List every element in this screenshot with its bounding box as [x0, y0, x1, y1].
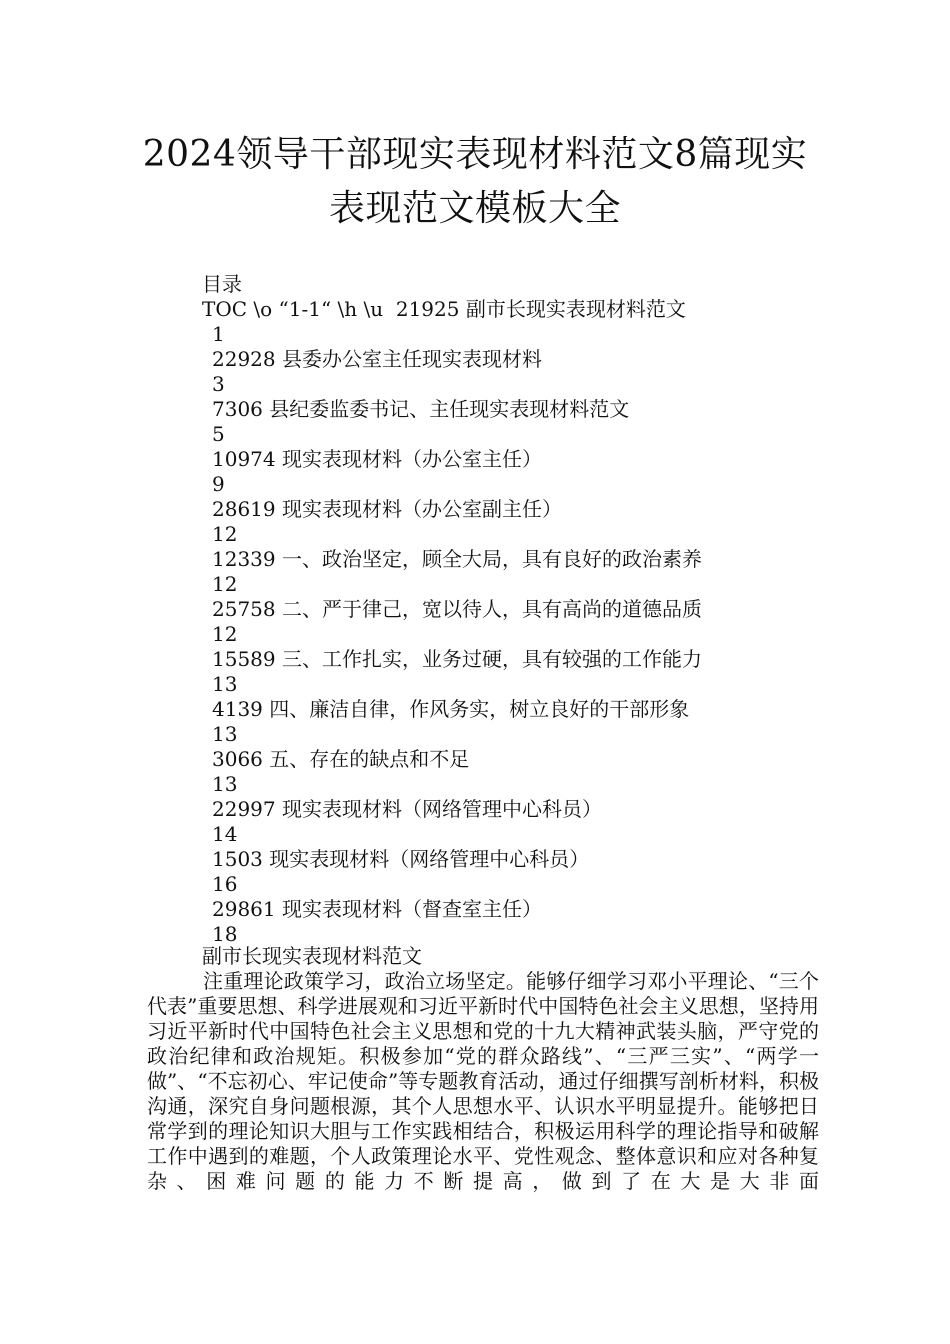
toc-entry[interactable] [212, 447, 702, 497]
toc-entry[interactable] [212, 497, 702, 547]
toc-entry-page: 9 [212, 472, 225, 496]
toc-entry-text: 1503 现实表现材料（网络管理中心科员） [212, 847, 590, 871]
toc-entry[interactable] [212, 322, 702, 347]
toc-entry-page: 18 [212, 922, 238, 946]
toc-entry[interactable] [212, 897, 702, 947]
toc-entry[interactable] [212, 347, 702, 397]
toc-entry-page: 12 [212, 572, 238, 596]
toc-entry[interactable] [212, 747, 702, 797]
toc-entry-page: 16 [212, 872, 238, 896]
toc-entry-page: 5 [212, 422, 225, 446]
toc-entry-page: 13 [212, 722, 238, 746]
toc-entry-text: 15589 三、工作扎实，业务过硬，具有较强的工作能力 [212, 647, 702, 671]
toc-entry[interactable] [212, 547, 702, 597]
toc-entry-text: 22928 县委办公室主任现实表现材料 [212, 347, 542, 371]
toc-entry-text: 7306 县纪委监委书记、主任现实表现材料范文 [212, 397, 630, 421]
toc-entry-text: 25758 二、严于律己，宽以待人，具有高尚的道德品质 [212, 597, 702, 621]
body-paragraph: 注重理论政策学习，政治立场坚定。能够仔细学习邓小平理论、“三个代表”重要思想、科学进展观和习近平新时代中国特色社会主义思想，坚持用习近平新时代中国特色社会主义思想和党的十九大精神武装头脑，严守党的政治纪律和政治规矩。积极参加“党的群众路线”、“三严三实”、“两学一做”、“不忘初心、牢记使命”等专题教育活动，通过仔细撰写剖析材料，积极沟通，深究自身问题根源，其个人思想水平、认识水平明显提升。能够把日常学到的理论知识大胆与工作实践相结合，积极运用科学的理论指导和破解工作中遇到的难题，个人政策理论水平、党性观念、整体意识和应对各种复杂、困难问题的能力不断提高，做到了在大是大非面 [147, 969, 819, 1193]
toc-entry-page: 12 [212, 622, 238, 646]
toc-entry[interactable] [212, 597, 702, 647]
document-title [0, 128, 950, 236]
toc-entry-page: 14 [212, 822, 238, 846]
toc-entry-page: 3 [212, 372, 225, 396]
toc-entry[interactable] [212, 797, 702, 847]
toc-entry[interactable] [212, 397, 702, 447]
toc-entry[interactable] [212, 647, 702, 697]
toc-entry-page: 1 [212, 322, 225, 346]
document-title-line-2: 表现范文模板大全 [328, 188, 621, 229]
toc-entry[interactable] [212, 847, 702, 897]
toc-entry-page: 12 [212, 522, 238, 546]
toc-entry-text: 4139 四、廉洁自律，作风务实，树立良好的干部形象 [212, 697, 690, 721]
document-title-line-1: 2024领导干部现实表现材料范文8篇现实 [142, 134, 808, 175]
toc-entry-text: 3066 五、存在的缺点和不足 [212, 747, 470, 771]
toc-list [212, 322, 702, 947]
toc-heading: 目录 [202, 272, 242, 296]
toc-entry-text: 22997 现实表现材料（网络管理中心科员） [212, 797, 602, 821]
toc-entry-text: 12339 一、政治坚定，顾全大局，具有良好的政治素养 [212, 547, 702, 571]
toc-entry-text: 29861 现实表现材料（督查室主任） [212, 897, 542, 921]
toc-entry-text: 10974 现实表现材料（办公室主任） [212, 447, 542, 471]
toc-entry-page: 13 [212, 772, 238, 796]
toc-field-code: TOC \o “1-1“ \h \u 21925 副市长现实表现材料范文 [202, 297, 686, 321]
toc-entry[interactable] [212, 697, 702, 747]
toc-entry-text: 28619 现实表现材料（办公室副主任） [212, 497, 562, 521]
section-heading: 副市长现实表现材料范文 [202, 944, 422, 968]
toc-entry-page: 13 [212, 672, 238, 696]
